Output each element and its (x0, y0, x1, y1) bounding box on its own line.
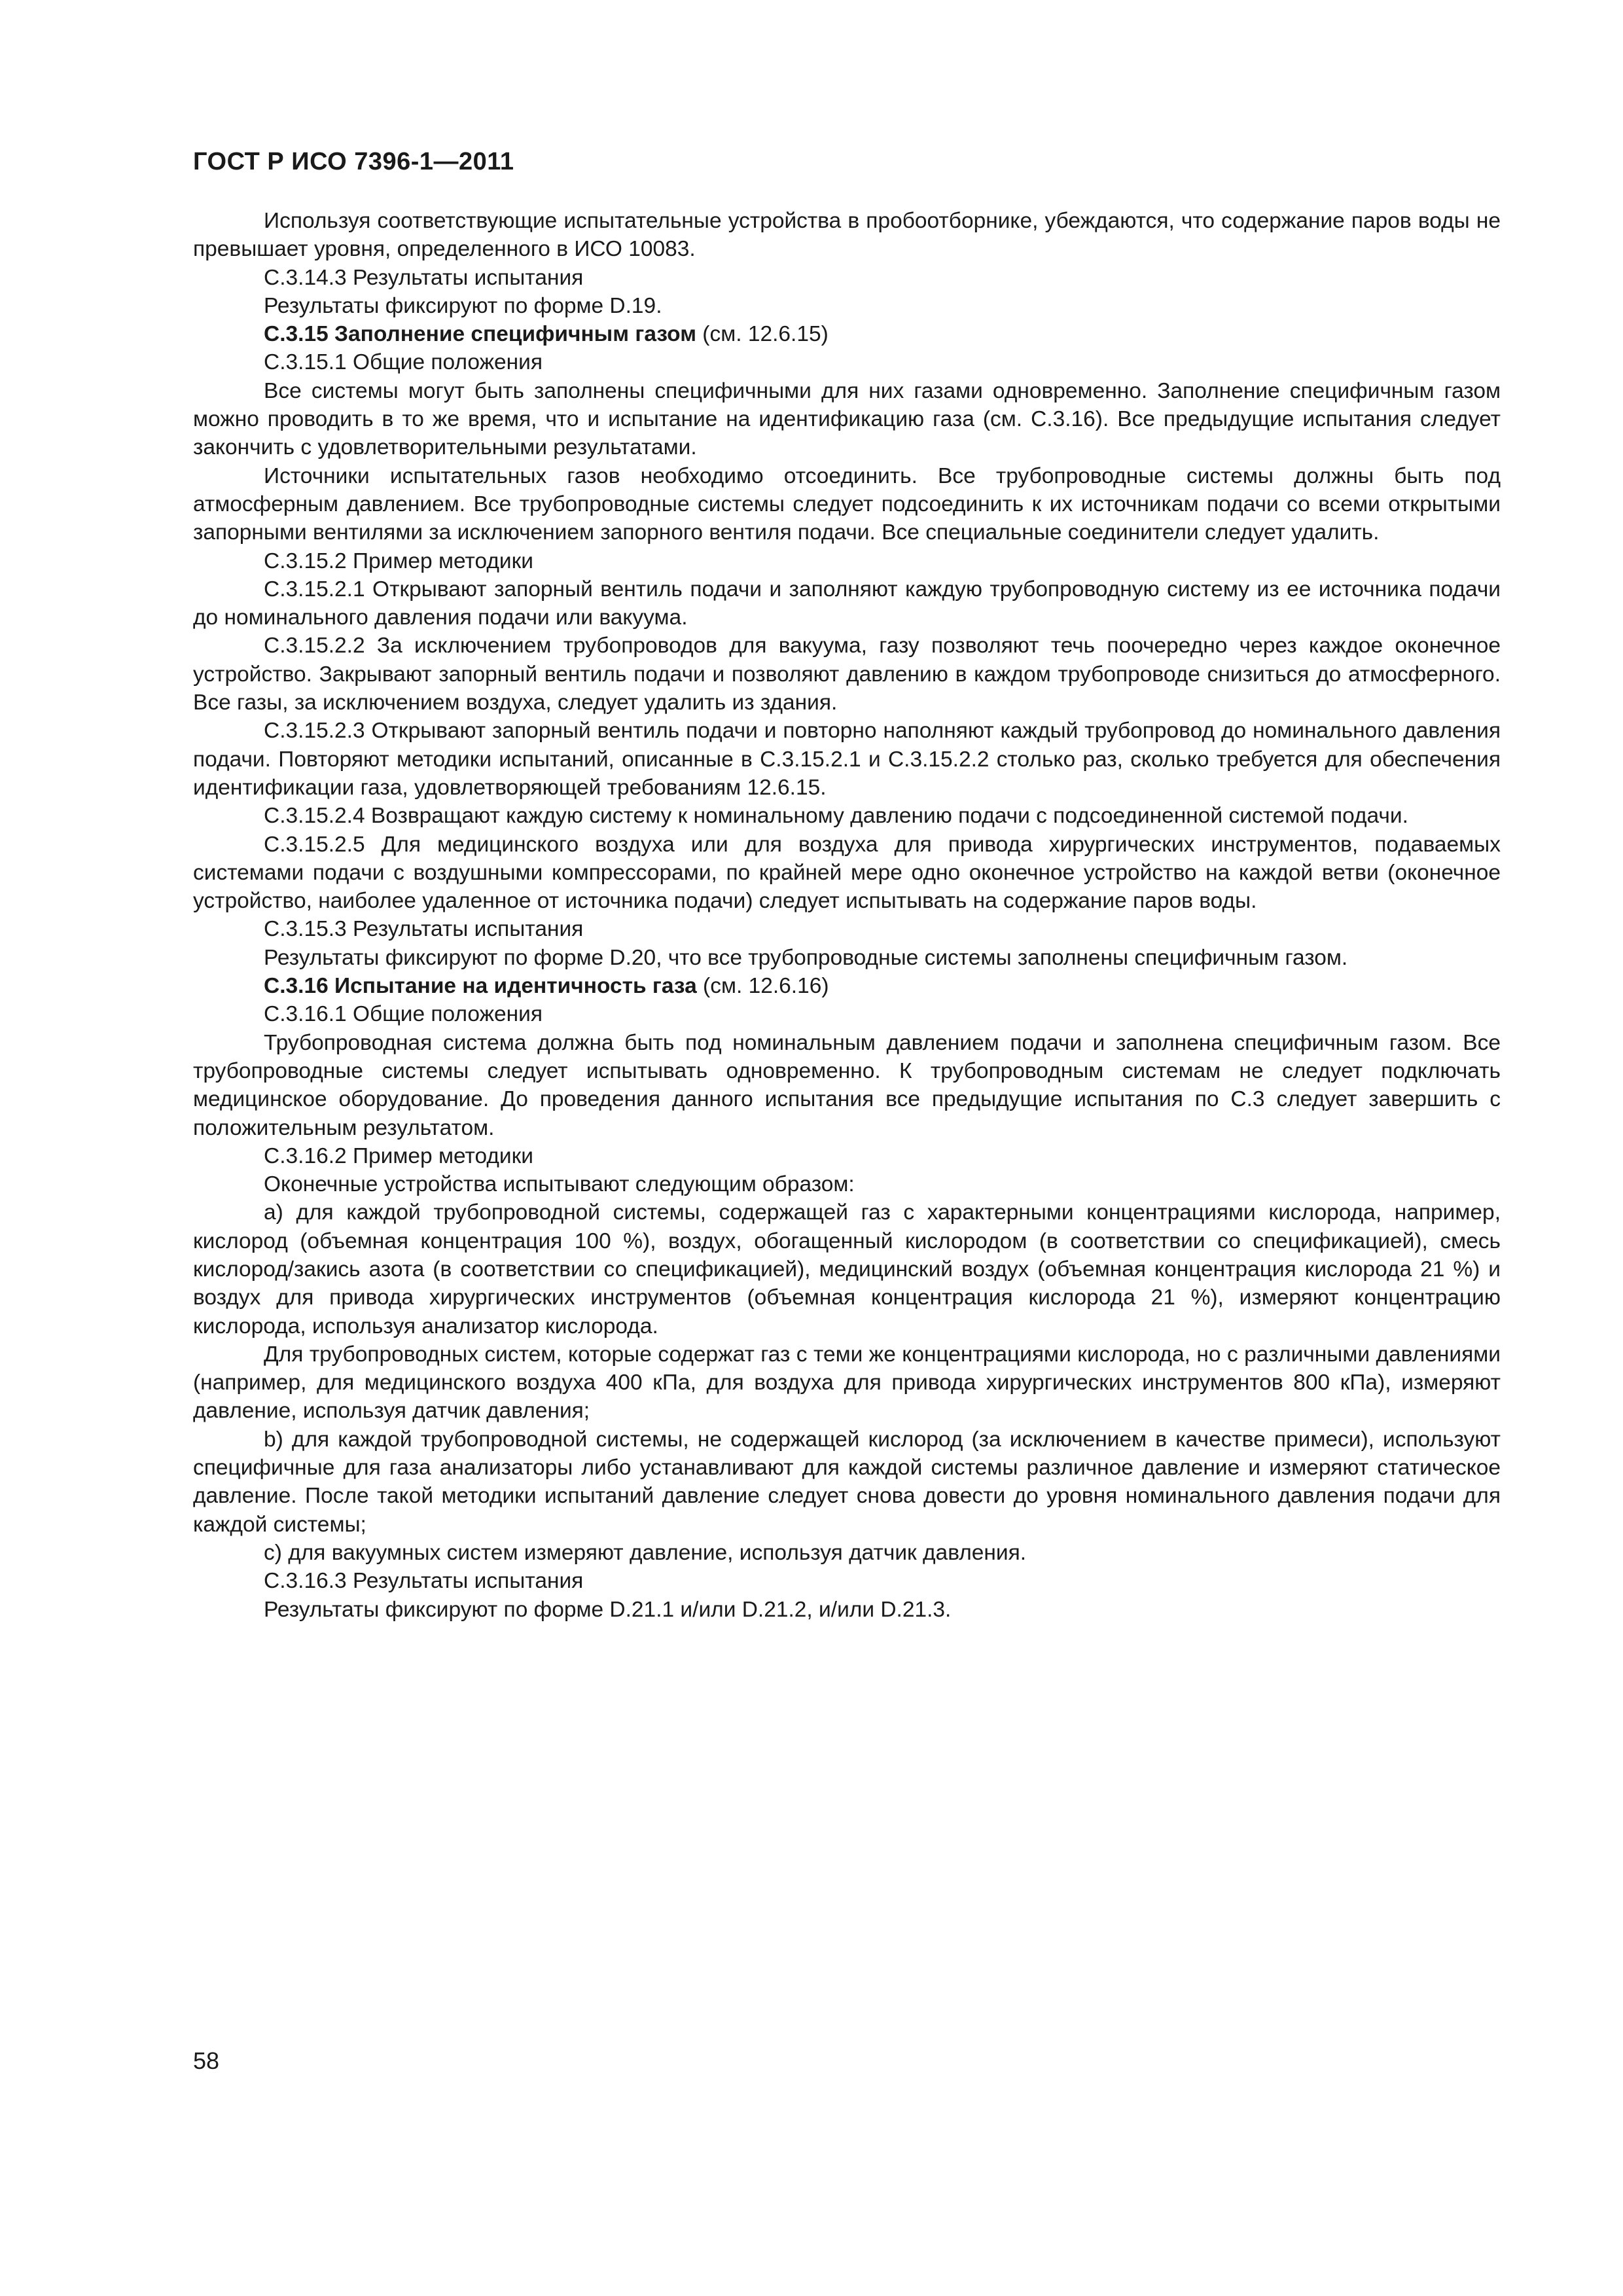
paragraph: Результаты фиксируют по форме D.20, что все трубопроводные системы заполнены специфичным газом. (264, 945, 1348, 970)
section-number: С.3.15.1 Общие положения (264, 350, 543, 375)
paragraph: С.3.15.2.2 За исключением трубопроводов для вакуума, газу позволяют течь поочередно через каждое оконечное устройство. Закрывают запорный вентиль подачи и позволяют давлению в каждом трубопроводе снизиться до атмосферного. Все газы, за исключением воздуха, следует удалить из здания. (193, 634, 1501, 715)
paragraph: Используя соответствующие испытательные устройства в пробоотборнике, убеждаются, что содержание паров воды не превышает уровня, определенного в ИСО 10083. (193, 209, 1501, 262)
paragraph: С.3.15.2.5 Для медицинского воздуха или для воздуха для привода хирургических инструментов, подаваемых системами подачи с воздушными компрессорами, по крайней мере одно оконечное устройство на каждой ветви (оконечное устройство, наиболее удаленное от источника подачи) следует испытывать на содержание паров воды. (193, 832, 1501, 914)
section-number: С.3.14.3 Результаты испытания (264, 265, 584, 290)
paragraph: Все системы могут быть заполнены специфичными для них газами одновременно. Заполнение специфичным газом можно проводить в то же время, что и испытание на идентификацию газа (см. С.3.16). Все предыдущие испытания следует закончить с удовлетворительными результатами. (193, 378, 1501, 460)
document-header: ГОСТ Р ИСО 7396-1—2011 (193, 148, 514, 175)
paragraph: Для трубопроводных систем, которые содержат газ с теми же концентрациями кислорода, но с различными давлениями (например, для медицинского воздуха 400 кПа, для воздуха для привода хирургических инструментов 800 кПа), измеряют давление, используя датчик давления; (193, 1342, 1501, 1424)
section-number: С.3.15.2 Пример методики (264, 548, 534, 573)
list-item: b) для каждой трубопроводной системы, не содержащей кислород (за исключением в качестве примеси), используют специфичные для газа анализаторы либо устанавливают для каждой системы различное давление и измеряют статическое давление. После такой методики испытаний давление следует снова довести до уровня номинального давления подачи для каждой системы; (193, 1427, 1501, 1537)
paragraph: С.3.15.2.3 Открывают запорный вентиль подачи и повторно наполняют каждый трубопровод до номинального давления подачи. Повторяют методики испытаний, описанные в С.3.15.2.1 и С.3.15.2.2 столько раз, сколько требуется для обеспечения идентификации газа, удовлетворяющей требованиям 12.6.15. (193, 719, 1501, 800)
section-number: С.3.16.2 Пример методики (264, 1143, 534, 1168)
paragraph: С.3.15.2.1 Открывают запорный вентиль подачи и заполняют каждую трубопроводную систему из ее источника подачи до номинального давления подачи или вакуума. (193, 577, 1501, 630)
page-number: 58 (193, 2047, 220, 2074)
paragraph: Оконечные устройства испытывают следующим образом: (264, 1172, 855, 1197)
section-number: С.3.16.1 Общие положения (264, 1002, 543, 1027)
section-number: С.3.15.3 Результаты испытания (264, 917, 584, 942)
paragraph: Трубопроводная система должна быть под номинальным давлением подачи и заполнена специфичным газом. Все трубопроводные системы следует испытывать одновременно. К трубопроводным системам не следует подключать медицинское оборудование. До проведения данного испытания все предыдущие испытания по С.3 следует завершить с положительным результатом. (193, 1030, 1501, 1140)
paragraph: Результаты фиксируют по форме D.19. (264, 293, 662, 318)
paragraph: Результаты фиксируют по форме D.21.1 и/или D.21.2, и/или D.21.3. (264, 1597, 952, 1622)
list-item: а) для каждой трубопроводной системы, содержащей газ с характерными концентрациями кислорода, например, кислород (объемная концентрация 100 %), воздух, обогащенный кислородом (в соответствии со спецификацией), смесь кислород/закись азота (в соответствии со спецификацией), медицинский воздух (объемная концентрация кислорода 21 %) и воздух для привода хирургических инструментов (объемная концентрация кислорода 21 %), измеряют концентрацию кислорода, используя анализатор кислорода. (193, 1200, 1501, 1338)
paragraph: С.3.15.2.4 Возвращают каждую систему к номинальному давлению подачи с подсоединенной системой подачи. (264, 804, 1408, 829)
paragraph: Источники испытательных газов необходимо отсоединить. Все трубопроводные системы должны быть под атмосферным давлением. Все трубопроводные системы следует подсоединить к их источникам подачи со всеми открытыми запорными вентилями за исключением запорного вентиля подачи. Все специальные соединители следует удалить. (193, 463, 1501, 545)
list-item: с) для вакуумных систем измеряют давление, используя датчик давления. (264, 1540, 1027, 1565)
section-heading: С.3.16 Испытание на идентичность газа (см. 12.6.16) (264, 974, 829, 999)
section-heading: С.3.15 Заполнение специфичным газом (см. 12.6.15) (264, 322, 829, 347)
document-body (193, 207, 1501, 1624)
section-number: С.3.16.3 Результаты испытания (264, 1569, 584, 1594)
